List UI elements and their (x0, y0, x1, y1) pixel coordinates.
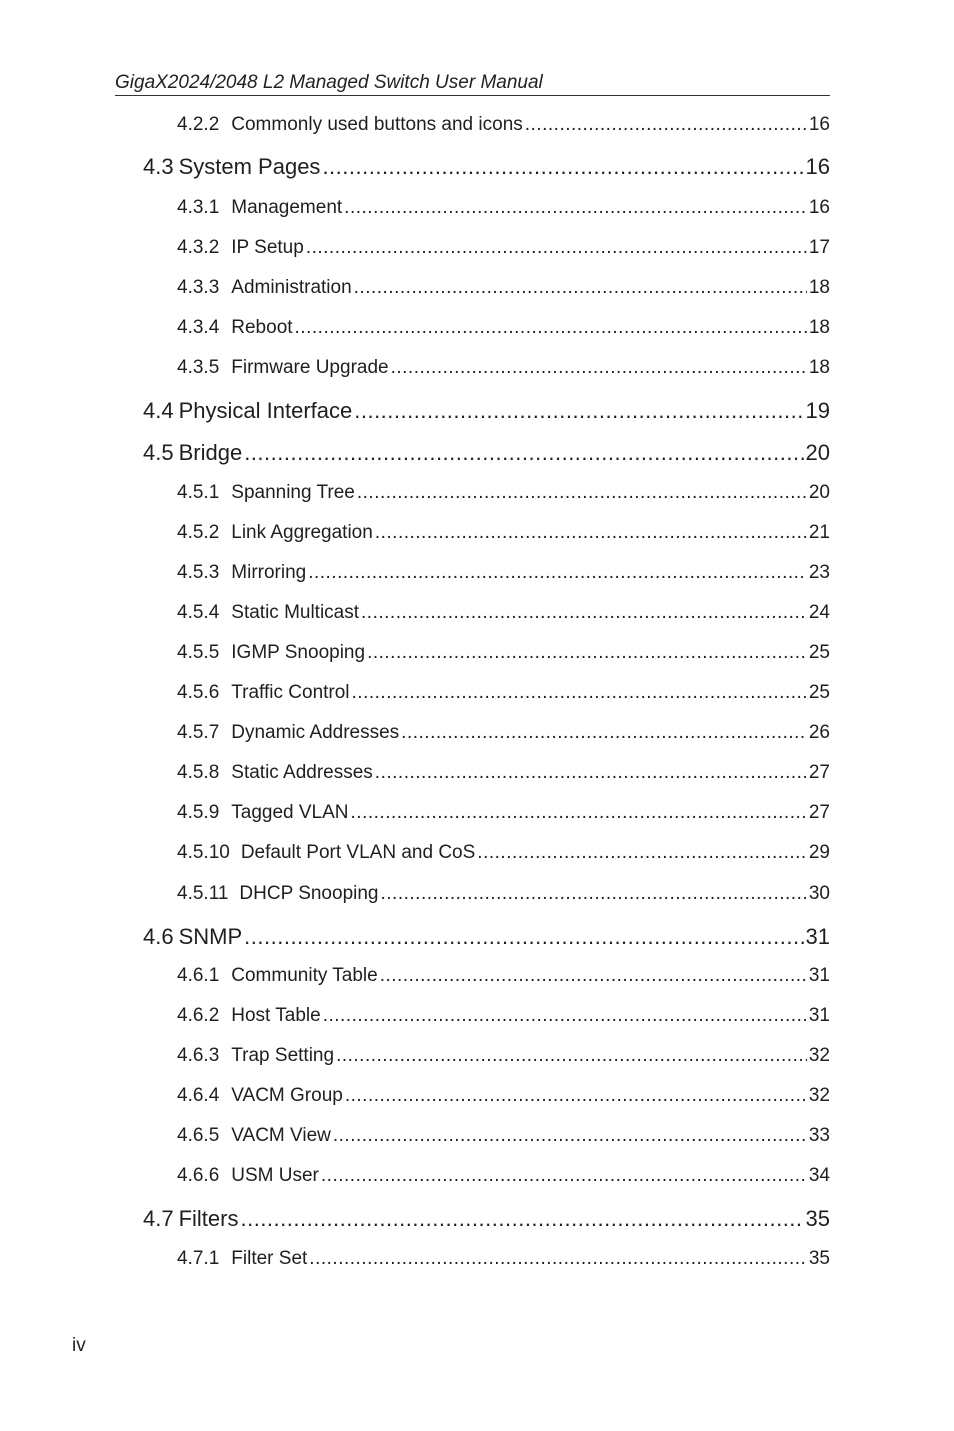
toc-entry-title: Filter Set (231, 1248, 308, 1269)
toc-entry-page: 18 (808, 277, 830, 298)
toc-entry-number: 4.5.7 (177, 722, 220, 743)
toc-entry-title: System Pages (178, 154, 321, 179)
toc-entry-page: 27 (808, 802, 830, 823)
toc-entry[interactable] (177, 640, 830, 666)
toc-entry[interactable] (177, 1003, 830, 1029)
toc-entry[interactable] (177, 480, 830, 506)
toc-entry-page: 19 (805, 398, 830, 423)
toc-entry-number: 4.6.2 (177, 1005, 220, 1026)
toc-dot-leader (240, 1204, 803, 1234)
toc-entry-page: 32 (808, 1085, 830, 1106)
toc-dot-leader (322, 152, 803, 182)
toc-entry-page: 20 (805, 440, 830, 465)
toc-entry[interactable] (177, 1083, 830, 1109)
toc-entry-title: VACM Group (231, 1085, 343, 1106)
toc-dot-leader (375, 520, 807, 546)
toc-entry-number: 4.4 (143, 398, 174, 423)
toc-entry[interactable] (177, 1043, 830, 1069)
toc-entry[interactable] (177, 720, 830, 746)
toc-entry-number: 4.5 (143, 440, 174, 465)
toc-entry-number: 4.7 (143, 1206, 174, 1231)
toc-dot-leader (525, 112, 807, 138)
toc-entry-title: Tagged VLAN (231, 802, 349, 823)
toc-entry-page: 30 (808, 883, 830, 904)
toc-entry-title: Host Table (231, 1005, 321, 1026)
toc-entry-page: 16 (808, 114, 830, 135)
toc-entry[interactable] (177, 1123, 830, 1149)
toc-entry[interactable] (143, 152, 830, 182)
toc-entry-number: 4.6.1 (177, 965, 220, 986)
toc-dot-leader (308, 560, 807, 586)
toc-entry-title: Link Aggregation (231, 522, 373, 543)
toc-dot-leader (380, 963, 807, 989)
toc-entry-page: 16 (805, 154, 830, 179)
toc-entry-title: Administration (231, 277, 352, 298)
toc-entry-page: 31 (808, 965, 830, 986)
toc-entry-page: 25 (808, 682, 830, 703)
toc-entry-number: 4.7.1 (177, 1248, 220, 1269)
toc-entry-title: SNMP (178, 924, 243, 949)
toc-entry-number: 4.3.4 (177, 317, 220, 338)
toc-entry-number: 4.3.5 (177, 357, 220, 378)
toc-entry-number: 4.5.4 (177, 602, 220, 623)
page-number: iv (72, 1335, 86, 1356)
toc-entry-page: 18 (808, 357, 830, 378)
toc-entry-number: 4.2.2 (177, 114, 220, 135)
toc-entry-title: Commonly used buttons and icons (231, 114, 523, 135)
toc-entry-title: Dynamic Addresses (231, 722, 400, 743)
toc-entry-title: VACM View (231, 1125, 331, 1146)
toc-entry[interactable] (177, 760, 830, 786)
toc-entry-page: 21 (808, 522, 830, 543)
toc-entry[interactable] (143, 1204, 830, 1234)
toc-entry[interactable] (177, 1163, 830, 1189)
toc-entry-page: 31 (805, 924, 830, 949)
toc-entry-page: 25 (808, 642, 830, 663)
toc-dot-leader (244, 438, 803, 468)
toc-entry-title: Community Table (231, 965, 378, 986)
toc-dot-leader (244, 922, 803, 952)
toc-entry-number: 4.6 (143, 924, 174, 949)
toc-entry-number: 4.3.2 (177, 237, 220, 258)
toc-entry-number: 4.6.3 (177, 1045, 220, 1066)
toc-entry-title: Physical Interface (178, 398, 353, 423)
toc-entry-title: Trap Setting (231, 1045, 335, 1066)
toc-entry-title: Firmware Upgrade (231, 357, 389, 378)
toc-entry-number: 4.3.1 (177, 197, 220, 218)
toc-dot-leader (391, 355, 807, 381)
toc-entry-title: IP Setup (231, 237, 304, 258)
toc-entry-number: 4.3.3 (177, 277, 220, 298)
toc-entry[interactable] (177, 355, 830, 381)
toc-entry[interactable] (177, 600, 830, 626)
toc-dot-leader (381, 881, 807, 907)
toc-dot-leader (321, 1163, 807, 1189)
toc-entry[interactable] (177, 680, 830, 706)
toc-dot-leader (345, 1083, 807, 1109)
toc-entry[interactable] (177, 560, 830, 586)
toc-entry[interactable] (177, 235, 830, 261)
toc-entry-title: Static Addresses (231, 762, 373, 783)
toc-entry-page: 26 (808, 722, 830, 743)
toc-entry[interactable] (177, 315, 830, 341)
toc-dot-leader (323, 1003, 807, 1029)
toc-entry[interactable] (177, 195, 830, 221)
toc-entry[interactable] (177, 963, 830, 989)
toc-entry[interactable] (177, 112, 830, 138)
toc-dot-leader (306, 235, 807, 261)
toc-entry-number: 4.5.9 (177, 802, 220, 823)
toc-entry-title: Bridge (178, 440, 243, 465)
toc-entry-title: Default Port VLAN and CoS (240, 842, 476, 863)
toc-entry[interactable] (177, 881, 830, 907)
toc-entry[interactable] (143, 922, 830, 952)
toc-entry-title: DHCP Snooping (239, 883, 379, 904)
toc-entry-number: 4.5.5 (177, 642, 220, 663)
toc-entry-number: 4.5.2 (177, 522, 220, 543)
toc-entry-title: Management (231, 197, 343, 218)
toc-dot-leader (344, 195, 807, 221)
toc-entry-page: 33 (808, 1125, 830, 1146)
toc-entry-page: 20 (808, 482, 830, 503)
toc-entry-number: 4.6.5 (177, 1125, 220, 1146)
toc-entry[interactable] (143, 438, 830, 468)
toc-entry-number: 4.5.8 (177, 762, 220, 783)
toc-entry-title: Reboot (231, 317, 293, 338)
toc-entry[interactable] (177, 1246, 830, 1272)
toc-dot-leader (357, 480, 807, 506)
toc-entry-number: 4.5.11 (177, 883, 229, 904)
toc-entry[interactable] (177, 520, 830, 546)
toc-entry-number: 4.5.3 (177, 562, 220, 583)
toc-entry[interactable] (177, 275, 830, 301)
toc-entry-page: 24 (808, 602, 830, 623)
toc-entry-title: Spanning Tree (231, 482, 355, 503)
toc-dot-leader (477, 840, 807, 866)
toc-entry-page: 34 (808, 1165, 830, 1186)
toc-entry-title: Traffic Control (231, 682, 350, 703)
toc-entry-title: USM User (231, 1165, 319, 1186)
toc-entry-page: 16 (808, 197, 830, 218)
toc-entry-number: 4.3 (143, 154, 174, 179)
toc-dot-leader (401, 720, 807, 746)
toc-entry-page: 29 (808, 842, 830, 863)
toc-dot-leader (354, 275, 807, 301)
toc-entry[interactable] (177, 800, 830, 826)
toc-entry-number: 4.5.10 (177, 842, 230, 863)
toc-dot-leader (354, 396, 803, 426)
toc-dot-leader (309, 1246, 807, 1272)
toc-entry-page: 17 (808, 237, 830, 258)
toc-dot-leader (351, 800, 807, 826)
toc-entry-number: 4.6.6 (177, 1165, 220, 1186)
toc-entry-number: 4.5.6 (177, 682, 220, 703)
toc-entry-page: 27 (808, 762, 830, 783)
toc-dot-leader (333, 1123, 807, 1149)
toc-entry-page: 31 (808, 1005, 830, 1026)
toc-entry-title: Mirroring (231, 562, 307, 583)
toc-dot-leader (367, 640, 807, 666)
toc-entry-page: 35 (808, 1248, 830, 1269)
toc-entry-title: Static Multicast (231, 602, 360, 623)
toc-entry-page: 32 (808, 1045, 830, 1066)
toc-dot-leader (361, 600, 807, 626)
toc-entry-page: 23 (808, 562, 830, 583)
toc-entry-title: Filters (178, 1206, 239, 1231)
toc-dot-leader (352, 680, 807, 706)
toc-dot-leader (336, 1043, 807, 1069)
toc-entry-number: 4.6.4 (177, 1085, 220, 1106)
toc-entry-title: IGMP Snooping (231, 642, 366, 663)
toc-entry-page: 35 (805, 1206, 830, 1231)
toc-entry[interactable] (143, 396, 830, 426)
toc-entry[interactable] (177, 840, 830, 866)
toc-dot-leader (375, 760, 807, 786)
toc-entry-page: 18 (808, 317, 830, 338)
running-header: GigaX2024/2048 L2 Managed Switch User Manual (115, 71, 830, 96)
toc-entry-number: 4.5.1 (177, 482, 220, 503)
toc-dot-leader (295, 315, 807, 341)
